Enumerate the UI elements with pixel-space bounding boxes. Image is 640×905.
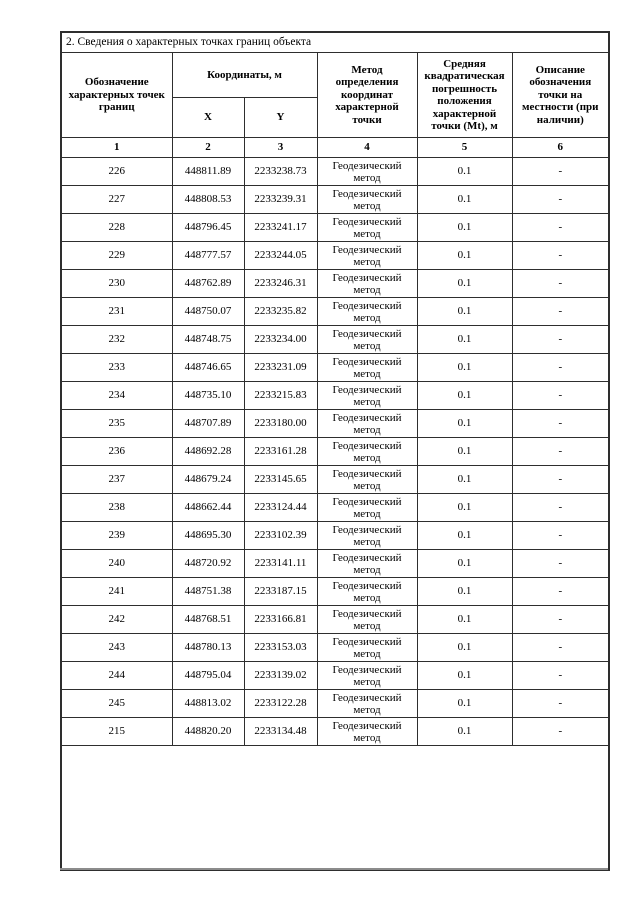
method-cell: Геодезический метод bbox=[317, 242, 417, 270]
y-coordinate-cell: 2233166.81 bbox=[244, 606, 317, 634]
method-cell: Геодезический метод bbox=[317, 494, 417, 522]
mt-error-cell: 0.1 bbox=[417, 494, 512, 522]
table-row bbox=[61, 354, 609, 382]
y-coordinate-cell: 2233153.03 bbox=[244, 634, 317, 662]
y-coordinate-cell: 2233102.39 bbox=[244, 522, 317, 550]
section-title-row bbox=[61, 32, 609, 53]
y-coordinate-cell: 2233187.15 bbox=[244, 578, 317, 606]
table-row bbox=[61, 606, 609, 634]
mt-error-cell: 0.1 bbox=[417, 242, 512, 270]
y-coordinate-cell: 2233124.44 bbox=[244, 494, 317, 522]
x-coordinate-cell: 448780.13 bbox=[172, 634, 244, 662]
header-y: Y bbox=[244, 98, 317, 138]
point-number-cell: 244 bbox=[61, 662, 172, 690]
method-cell: Геодезический метод bbox=[317, 214, 417, 242]
x-coordinate-cell: 448796.45 bbox=[172, 214, 244, 242]
y-coordinate-cell: 2233238.73 bbox=[244, 158, 317, 186]
x-coordinate-cell: 448720.92 bbox=[172, 550, 244, 578]
method-cell: Геодезический метод bbox=[317, 718, 417, 746]
description-cell: - bbox=[512, 242, 609, 270]
point-number-cell: 238 bbox=[61, 494, 172, 522]
point-number-cell: 243 bbox=[61, 634, 172, 662]
point-number-cell: 230 bbox=[61, 270, 172, 298]
method-cell: Геодезический метод bbox=[317, 550, 417, 578]
description-cell: - bbox=[512, 214, 609, 242]
x-coordinate-cell: 448811.89 bbox=[172, 158, 244, 186]
table-row bbox=[61, 466, 609, 494]
method-cell: Геодезический метод bbox=[317, 326, 417, 354]
mt-error-cell: 0.1 bbox=[417, 606, 512, 634]
x-coordinate-cell: 448750.07 bbox=[172, 298, 244, 326]
column-number-5: 5 bbox=[417, 138, 512, 158]
mt-error-cell: 0.1 bbox=[417, 662, 512, 690]
mt-error-cell: 0.1 bbox=[417, 634, 512, 662]
y-coordinate-cell: 2233139.02 bbox=[244, 662, 317, 690]
x-coordinate-cell: 448820.20 bbox=[172, 718, 244, 746]
mt-error-cell: 0.1 bbox=[417, 466, 512, 494]
table-row bbox=[61, 494, 609, 522]
page-bottom-divider bbox=[60, 868, 608, 870]
description-cell: - bbox=[512, 690, 609, 718]
point-number-cell: 239 bbox=[61, 522, 172, 550]
column-number-4: 4 bbox=[317, 138, 417, 158]
description-cell: - bbox=[512, 186, 609, 214]
header-x: X bbox=[172, 98, 244, 138]
x-coordinate-cell: 448695.30 bbox=[172, 522, 244, 550]
method-cell: Геодезический метод bbox=[317, 270, 417, 298]
mt-error-cell: 0.1 bbox=[417, 382, 512, 410]
y-coordinate-cell: 2233234.00 bbox=[244, 326, 317, 354]
x-coordinate-cell: 448762.89 bbox=[172, 270, 244, 298]
header-description: Описание обозначения точки на местности (при наличии) bbox=[512, 53, 609, 138]
method-cell: Геодезический метод bbox=[317, 690, 417, 718]
method-cell: Геодезический метод bbox=[317, 382, 417, 410]
y-coordinate-cell: 2233235.82 bbox=[244, 298, 317, 326]
characteristic-points-table bbox=[60, 31, 610, 871]
y-coordinate-cell: 2233134.48 bbox=[244, 718, 317, 746]
x-coordinate-cell: 448808.53 bbox=[172, 186, 244, 214]
point-number-cell: 231 bbox=[61, 298, 172, 326]
mt-error-cell: 0.1 bbox=[417, 354, 512, 382]
mt-error-cell: 0.1 bbox=[417, 186, 512, 214]
x-coordinate-cell: 448735.10 bbox=[172, 382, 244, 410]
empty-filler-row bbox=[61, 746, 609, 871]
point-number-cell: 237 bbox=[61, 466, 172, 494]
method-cell: Геодезический метод bbox=[317, 578, 417, 606]
table-row bbox=[61, 382, 609, 410]
table-row bbox=[61, 438, 609, 466]
description-cell: - bbox=[512, 410, 609, 438]
x-coordinate-cell: 448768.51 bbox=[172, 606, 244, 634]
table-row bbox=[61, 550, 609, 578]
method-cell: Геодезический метод bbox=[317, 606, 417, 634]
point-number-cell: 245 bbox=[61, 690, 172, 718]
column-numbers-row bbox=[61, 138, 609, 158]
point-number-cell: 234 bbox=[61, 382, 172, 410]
y-coordinate-cell: 2233241.17 bbox=[244, 214, 317, 242]
point-number-cell: 233 bbox=[61, 354, 172, 382]
table-row bbox=[61, 718, 609, 746]
method-cell: Геодезический метод bbox=[317, 158, 417, 186]
table-row bbox=[61, 522, 609, 550]
table-row bbox=[61, 270, 609, 298]
y-coordinate-cell: 2233145.65 bbox=[244, 466, 317, 494]
x-coordinate-cell: 448748.75 bbox=[172, 326, 244, 354]
point-number-cell: 227 bbox=[61, 186, 172, 214]
mt-error-cell: 0.1 bbox=[417, 718, 512, 746]
description-cell: - bbox=[512, 382, 609, 410]
point-number-cell: 232 bbox=[61, 326, 172, 354]
description-cell: - bbox=[512, 494, 609, 522]
method-cell: Геодезический метод bbox=[317, 410, 417, 438]
description-cell: - bbox=[512, 550, 609, 578]
y-coordinate-cell: 2233246.31 bbox=[244, 270, 317, 298]
point-number-cell: 215 bbox=[61, 718, 172, 746]
x-coordinate-cell: 448662.44 bbox=[172, 494, 244, 522]
table-row bbox=[61, 578, 609, 606]
y-coordinate-cell: 2233180.00 bbox=[244, 410, 317, 438]
point-number-cell: 228 bbox=[61, 214, 172, 242]
column-number-3: 3 bbox=[244, 138, 317, 158]
method-cell: Геодезический метод bbox=[317, 438, 417, 466]
mt-error-cell: 0.1 bbox=[417, 270, 512, 298]
description-cell: - bbox=[512, 158, 609, 186]
table-row bbox=[61, 298, 609, 326]
description-cell: - bbox=[512, 718, 609, 746]
y-coordinate-cell: 2233161.28 bbox=[244, 438, 317, 466]
y-coordinate-cell: 2233141.11 bbox=[244, 550, 317, 578]
y-coordinate-cell: 2233239.31 bbox=[244, 186, 317, 214]
x-coordinate-cell: 448795.04 bbox=[172, 662, 244, 690]
section-title: 2. Сведения о характерных точках границ объекта bbox=[61, 32, 609, 53]
x-coordinate-cell: 448692.28 bbox=[172, 438, 244, 466]
point-number-cell: 236 bbox=[61, 438, 172, 466]
method-cell: Геодезический метод bbox=[317, 186, 417, 214]
mt-error-cell: 0.1 bbox=[417, 410, 512, 438]
description-cell: - bbox=[512, 270, 609, 298]
y-coordinate-cell: 2233244.05 bbox=[244, 242, 317, 270]
point-number-cell: 235 bbox=[61, 410, 172, 438]
y-coordinate-cell: 2233231.09 bbox=[244, 354, 317, 382]
point-number-cell: 242 bbox=[61, 606, 172, 634]
description-cell: - bbox=[512, 578, 609, 606]
x-coordinate-cell: 448777.57 bbox=[172, 242, 244, 270]
point-number-cell: 229 bbox=[61, 242, 172, 270]
table-row bbox=[61, 214, 609, 242]
description-cell: - bbox=[512, 326, 609, 354]
y-coordinate-cell: 2233215.83 bbox=[244, 382, 317, 410]
mt-error-cell: 0.1 bbox=[417, 550, 512, 578]
description-cell: - bbox=[512, 662, 609, 690]
mt-error-cell: 0.1 bbox=[417, 690, 512, 718]
method-cell: Геодезический метод bbox=[317, 662, 417, 690]
table-row bbox=[61, 662, 609, 690]
method-cell: Геодезический метод bbox=[317, 466, 417, 494]
y-coordinate-cell: 2233122.28 bbox=[244, 690, 317, 718]
header-coordinates-group: Координаты, м bbox=[172, 53, 317, 98]
description-cell: - bbox=[512, 354, 609, 382]
x-coordinate-cell: 448746.65 bbox=[172, 354, 244, 382]
mt-error-cell: 0.1 bbox=[417, 158, 512, 186]
column-number-1: 1 bbox=[61, 138, 172, 158]
column-number-2: 2 bbox=[172, 138, 244, 158]
method-cell: Геодезический метод bbox=[317, 354, 417, 382]
mt-error-cell: 0.1 bbox=[417, 438, 512, 466]
x-coordinate-cell: 448751.38 bbox=[172, 578, 244, 606]
table-row bbox=[61, 326, 609, 354]
method-cell: Геодезический метод bbox=[317, 634, 417, 662]
description-cell: - bbox=[512, 466, 609, 494]
point-number-cell: 241 bbox=[61, 578, 172, 606]
description-cell: - bbox=[512, 634, 609, 662]
description-cell: - bbox=[512, 606, 609, 634]
table-row bbox=[61, 410, 609, 438]
mt-error-cell: 0.1 bbox=[417, 522, 512, 550]
mt-error-cell: 0.1 bbox=[417, 326, 512, 354]
table-row bbox=[61, 186, 609, 214]
header-row-main bbox=[61, 53, 609, 98]
method-cell: Геодезический метод bbox=[317, 298, 417, 326]
x-coordinate-cell: 448707.89 bbox=[172, 410, 244, 438]
mt-error-cell: 0.1 bbox=[417, 214, 512, 242]
description-cell: - bbox=[512, 438, 609, 466]
point-number-cell: 240 bbox=[61, 550, 172, 578]
method-cell: Геодезический метод bbox=[317, 522, 417, 550]
description-cell: - bbox=[512, 298, 609, 326]
table-row bbox=[61, 242, 609, 270]
table-row bbox=[61, 690, 609, 718]
header-method: Метод определения координат характерной точки bbox=[317, 53, 417, 138]
table-body bbox=[61, 158, 609, 746]
table-row bbox=[61, 158, 609, 186]
description-cell: - bbox=[512, 522, 609, 550]
x-coordinate-cell: 448813.02 bbox=[172, 690, 244, 718]
table-row bbox=[61, 634, 609, 662]
mt-error-cell: 0.1 bbox=[417, 298, 512, 326]
header-point-designation: Обозначение характерных точек границ bbox=[61, 53, 172, 138]
column-number-6: 6 bbox=[512, 138, 609, 158]
x-coordinate-cell: 448679.24 bbox=[172, 466, 244, 494]
empty-filler-cell bbox=[61, 746, 609, 871]
header-mt-error: Средняя квадратическая погрешность положения характерной точки (Mt), м bbox=[417, 53, 512, 138]
point-number-cell: 226 bbox=[61, 158, 172, 186]
mt-error-cell: 0.1 bbox=[417, 578, 512, 606]
